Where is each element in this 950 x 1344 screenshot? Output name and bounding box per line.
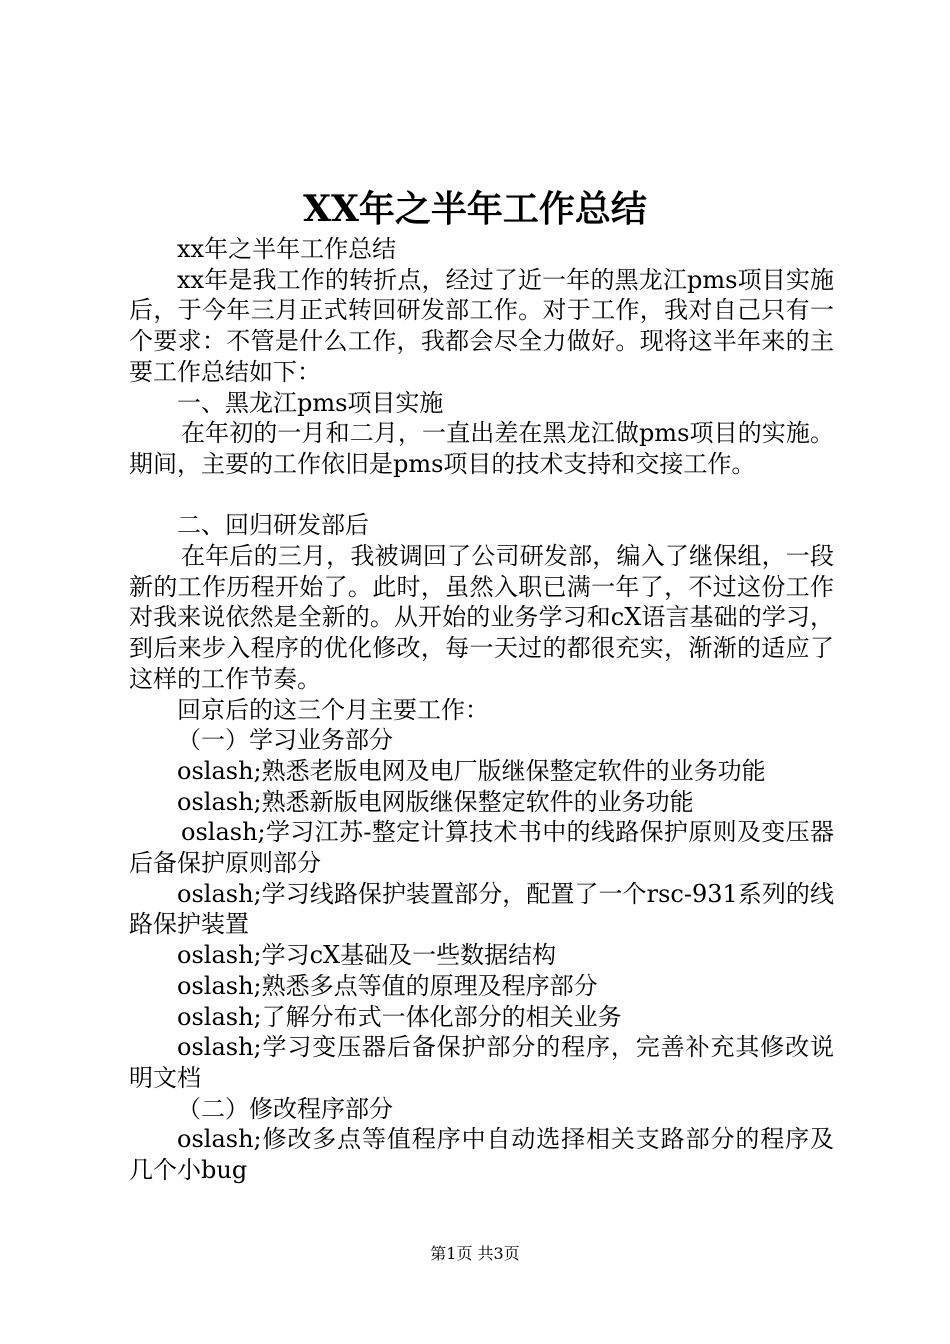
paragraph-subtitle: xx年之半年工作总结 — [177, 235, 397, 263]
paragraph-section-2: 在年后的三月，我被调回了公司研发部，编入了继保组，一段新的工作历程开始了。此时，虽然入职已满一年了，不过这份工作对我来说依然是全新的。从开始的业务学习和cX语言基础的学习，到后来步入程序的优化修改，每一天过的都很充实，渐渐的适应了这样的工作节奏。 — [129, 542, 834, 693]
list-item: oslash;熟悉多点等值的原理及程序部分 — [177, 971, 598, 1000]
blank-line — [129, 480, 834, 511]
paragraph-intro: xx年是我工作的转折点，经过了近一年的黑龙江pms项目实施后，于今年三月正式转回研发部工作。对于工作，我对自己只有一个要求：不管是什么工作，我都会尽全力做好。现将这半年来的主要工作总结如下： — [129, 265, 834, 386]
list-item: oslash;学习变压器后备保护部分的程序，完善补充其修改说明文档 — [129, 1033, 834, 1092]
subsection-heading-1: （一）学习业务部分 — [177, 726, 393, 755]
document-title: XX年之半年工作总结 — [303, 188, 647, 230]
list-item: oslash;学习cX基础及一些数据结构 — [177, 941, 557, 970]
list-item: oslash;修改多点等值程序中自动选择相关支路部分的程序及几个小bug — [129, 1125, 834, 1185]
list-item: oslash;熟悉老版电网及电厂版继保整定软件的业务功能 — [177, 756, 766, 785]
list-item: oslash;学习江苏-整定计算技术书中的线路保护原则及变压器后备保护原则部分 — [129, 818, 834, 878]
section-heading-1: 一、黑龙江pms项目实施 — [177, 388, 444, 417]
paragraph-section-1: 在年初的一月和二月，一直出差在黑龙江做pms项目的实施。期间，主要的工作依旧是pms项目的技术支持和交接工作。 — [129, 419, 834, 478]
list-item: oslash;学习线路保护装置部分，配置了一个rsc-931系列的线路保护装置 — [129, 879, 834, 939]
section-heading-2: 二、回归研发部后 — [177, 511, 369, 540]
list-item: oslash;熟悉新版电网版继保整定软件的业务功能 — [177, 787, 694, 816]
subsection-heading-2: （二）修改程序部分 — [177, 1094, 393, 1123]
paragraph-work-intro: 回京后的这三个月主要工作： — [177, 695, 489, 724]
page-footer: 第1页 共3页 — [430, 1244, 520, 1263]
document-body — [129, 234, 834, 1186]
list-item: oslash;了解分布式一体化部分的相关业务 — [177, 1002, 622, 1031]
